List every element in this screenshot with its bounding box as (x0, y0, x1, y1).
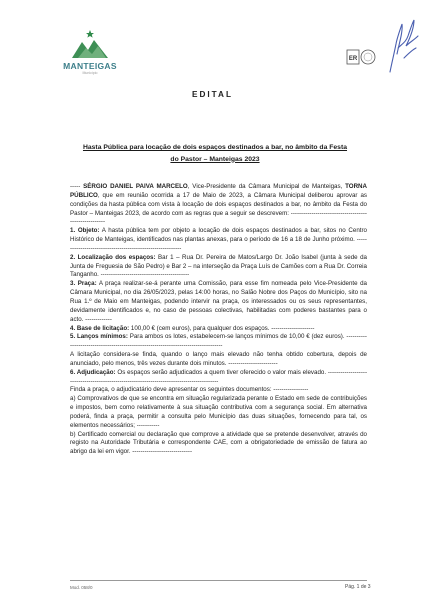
section-heading: 3. Praça: (70, 280, 97, 288)
section-heading: 5. Lanços mínimos: (70, 333, 128, 341)
intro-text-2: , que em reunião ocorrida a 17 de Maio de 2023, a Câmara Municipal deliberou aprovar as condições da hasta pública com vista à locação de dois espaços destinados a bar, no âmbito da Festa do Pastor – Manteigas 2023, de acordo com as regras que a seguir se descrevem: ------------------------------------------------------ (70, 191, 367, 226)
municipality-logo (60, 28, 120, 80)
section-text: 100,00 € (cem euros), para qualquer dos espaços. --------------------- (129, 324, 315, 332)
paragraph-licitacao-finda (70, 351, 367, 369)
section-heading: 6. Adjudicação: (70, 368, 116, 376)
footer-divider (70, 580, 367, 581)
document-title: EDITAL (192, 90, 233, 99)
certification-seal (346, 47, 376, 67)
section-praca (70, 280, 367, 324)
section-objeto (70, 227, 367, 254)
section-text: Bar 1 – Rua Dr. Pereira de Matos/Largo Dr. João Isabel (junta à sede da Junta de Freguesia de São Pedro) e Bar 2 – na interseção da Praça Luís de Camões com a Rua Dr. Correia Tanganho. ------------------------------------------- (70, 253, 367, 279)
section-text: Os espaços serão adjudicados a quem tiver oferecido o valor mais elevado. ------------------------------------------------------------------------------------------- (70, 368, 368, 385)
handwritten-signature-icon (384, 14, 422, 78)
signature (384, 14, 422, 78)
torna-publico: TORNA PÚBLICO (70, 183, 367, 199)
section-adjudicacao (70, 369, 367, 387)
section-text: A licitação considera-se finda, quando o lanço mais elevado não tenha obtido cobertura, depois de anunciado, pelo menos, três vezes durante dois minutos. ------------------------ (70, 351, 367, 367)
section-localizacao (70, 254, 367, 281)
signatory-name: SÉRGIO DANIEL PAIVA MARCELO (83, 183, 188, 190)
page-number: Pág. 1 de 3 (345, 584, 371, 590)
intro-dashes: ----- (70, 183, 81, 190)
intro-paragraph (70, 183, 367, 227)
form-model-code: Mod. 058/0 (70, 585, 93, 590)
section-text: A praça realizar-se-á perante uma Comissão, para esse fim nomeada pelo Vice-Presidente da Câmara Municipal, no dia 26/05/2023, pelas 14:00 horas, no Salão Nobre dos Paços do Município, sito na Rua 1.º de Maio em Manteigas, podendo intervir na praça, os interessados ou os seus representantes, devidamente identificados e, no caso de pessoas colectivas, habilitadas com poderes bastantes para o acto. ------------- (70, 280, 367, 323)
section-heading: 1. Objeto: (70, 227, 100, 235)
section-heading: 4. Base de licitação: (70, 324, 130, 332)
logo-subtitle: Município (82, 71, 98, 75)
certification-seal-icon (346, 47, 376, 67)
section-base-licitacao (70, 325, 367, 334)
section-text: Finda a praça, o adjudicatário deve apresentar os seguintes documentos: ----------------- (70, 386, 309, 394)
section-text: Para ambos os lotes, estabelecem-se lanços mínimos de 10,00 € (dez euros). ------------------------------------------------------------------------------------ (70, 333, 367, 350)
paragraph-item-a (70, 395, 367, 430)
document-subject: Hasta Pública para locação de dois espaços destinados a bar, no âmbito da Festa do Pastor – Manteigas 2023 (82, 144, 348, 163)
section-text: A hasta pública tem por objeto a locação de dois espaços destinados a bar, sitos no Centro Histórico de Manteigas, identificados nas plantas anexas, para o período de 16 a 18 de Junho próximo. ----------------------------------------------------------- (70, 227, 367, 252)
section-lancos-minimos (70, 333, 367, 351)
logo-name: MANTEIGAS (63, 61, 117, 71)
paragraph-documentos (70, 386, 367, 395)
paragraph-item-b (70, 431, 367, 458)
section-heading: 2. Localização dos espaços: (70, 253, 156, 261)
cert-label: ER (348, 56, 358, 62)
intro-text-1: , Vice-Presidente da Câmara Municipal de Manteigas, (187, 183, 346, 190)
section-text: b) Certificado comercial ou declaração que comprove a atividade que se pretende desenvolver, através do registo na Autoridade Tributária e correspondente CAE, com a obrigatoriedade de emissão de fatura ao abrigo da lei em vigor. ----------------------------- (70, 430, 367, 456)
mountain-logo-icon (70, 28, 110, 62)
section-text: a) Comprovativos de que se encontra em situação regularizada perante o Estado em sede de contribuições e impostos, bem como relativamente à sua situação contributiva com a segurança social. Em alternativa poderá, finda a praça, permitir a consulta pelo Município das duas situações, fornecendo para tal, os elementos necessários; ----------- (70, 395, 367, 429)
document-body (70, 183, 367, 457)
